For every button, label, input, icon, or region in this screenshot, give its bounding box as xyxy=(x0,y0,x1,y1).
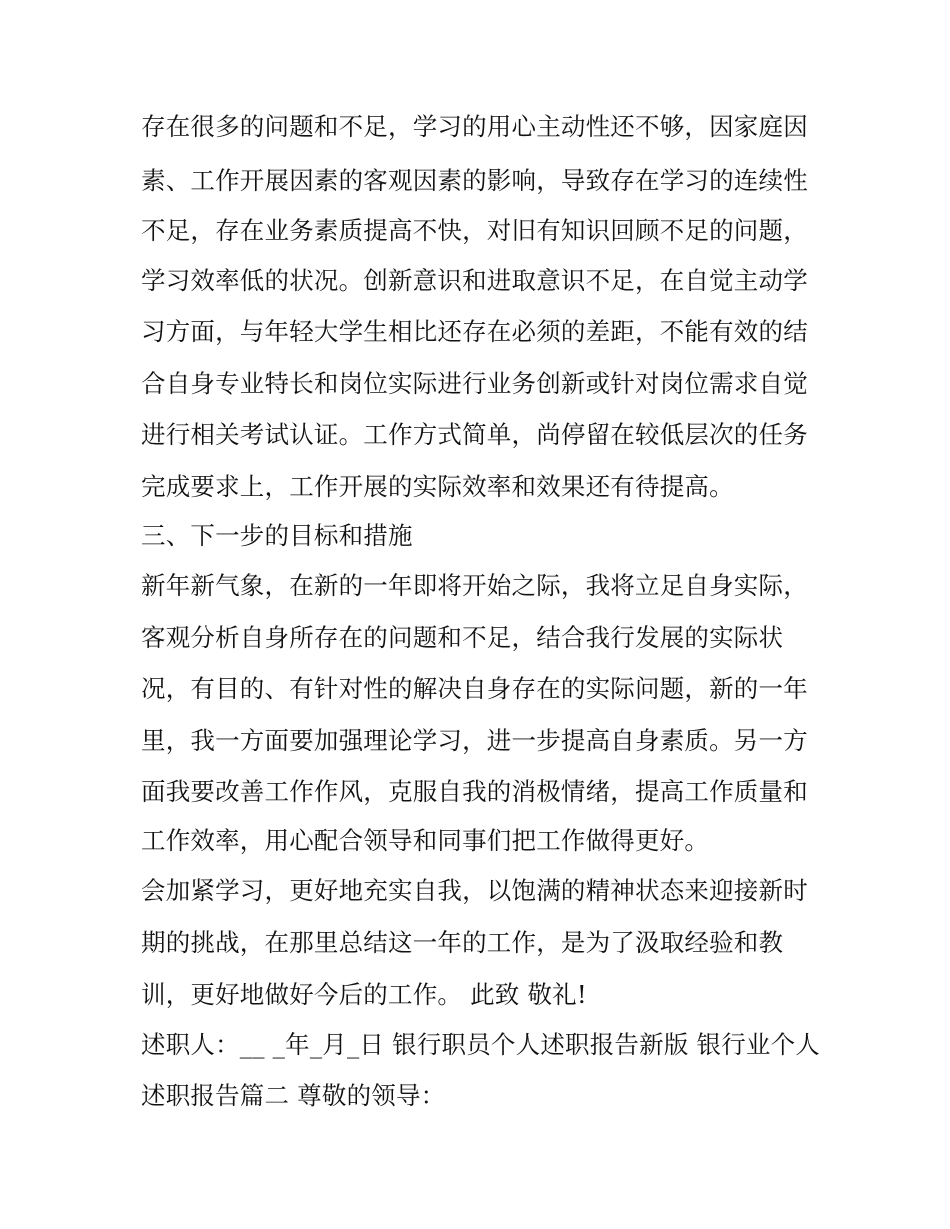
text-line: 不足，存在业务素质提高不快，对旧有知识回顾不足的问题， xyxy=(141,216,808,245)
text-line: 里，我一方面要加强理论学习，进一步提高自身素质。另一方 xyxy=(141,726,808,755)
signature-line: 述职人：__ _年_月_日 银行职员个人述职报告新版 银行业个人 xyxy=(141,1030,821,1059)
text-line: 完成要求上，工作开展的实际效率和效果还有待提高。 xyxy=(141,472,734,501)
text-line: 素、工作开展因素的客观因素的影响，导致存在学习的连续性 xyxy=(141,166,808,195)
text-line: 习方面，与年轻大学生相比还存在必须的差距，不能有效的结 xyxy=(141,317,808,346)
text-line: 期的挑战，在那里总结这一年的工作，是为了汲取经验和教 xyxy=(141,928,784,957)
text-line: 况，有目的、有针对性的解决自身存在的实际问题，新的一年 xyxy=(141,674,808,703)
text-line: 会加紧学习，更好地充实自我，以饱满的精神状态来迎接新时 xyxy=(141,876,808,905)
text-line: 存在很多的问题和不足，学习的用心主动性还不够，因家庭因 xyxy=(141,112,808,141)
text-line: 面我要改善工作作风，克服自我的消极情绪，提高工作质量和 xyxy=(141,777,808,806)
text-line: 合自身专业特长和岗位实际进行业务创新或针对岗位需求自觉 xyxy=(141,369,808,398)
text-line: 新年新气象，在新的一年即将开始之际，我将立足自身实际， xyxy=(141,571,808,600)
text-line: 进行相关考试认证。工作方式简单，尚停留在较低层次的任务 xyxy=(141,420,808,449)
closing-line: 训，更好地做好今后的工作。 此致 敬礼! xyxy=(141,980,587,1009)
text-line: 述职报告篇二 尊敬的领导： xyxy=(141,1081,446,1110)
section-heading: 三、下一步的目标和措施 xyxy=(141,521,413,550)
text-line: 学习效率低的状况。创新意识和进取意识不足，在自觉主动学 xyxy=(141,266,808,295)
text-line: 客观分析自身所存在的问题和不足，结合我行发展的实际状 xyxy=(141,623,784,652)
text-line: 工作效率，用心配合领导和同事们把工作做得更好。 xyxy=(141,826,710,855)
